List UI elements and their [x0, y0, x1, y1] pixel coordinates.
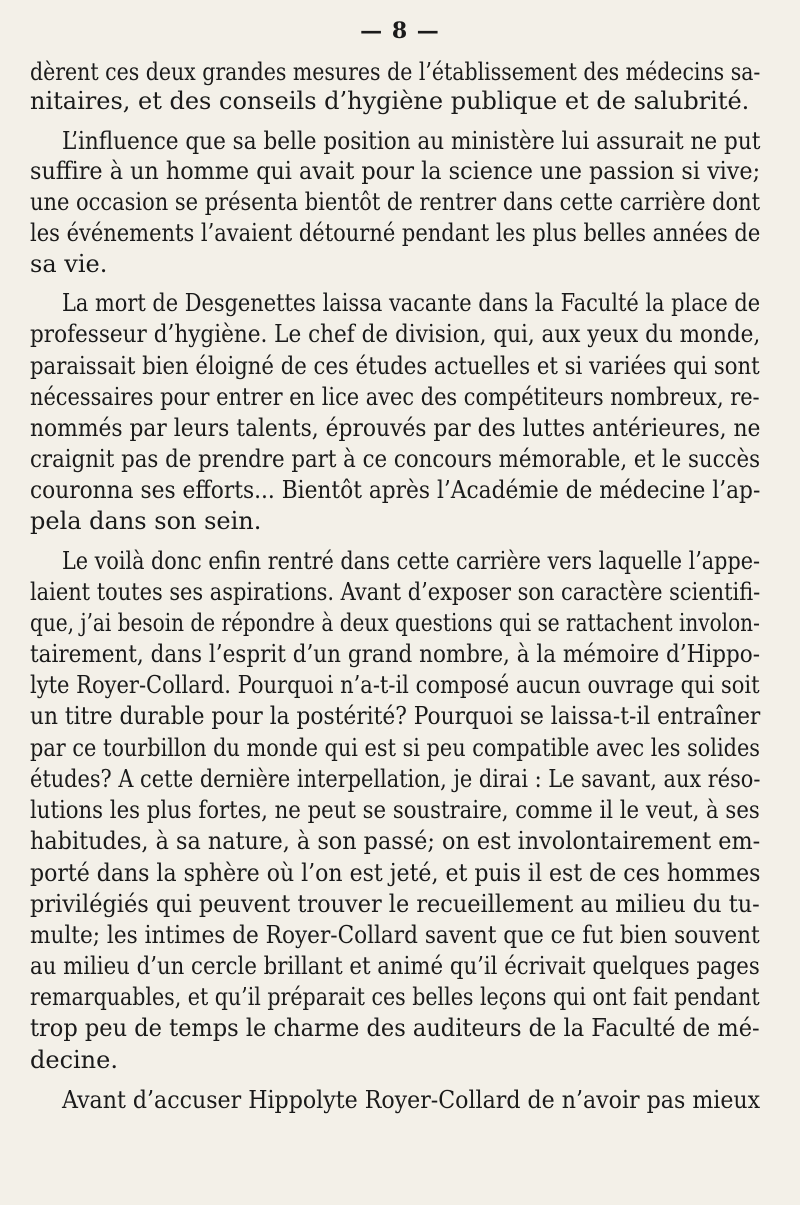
text-line: sa vie. [30, 250, 108, 278]
text-line: laient toutes ses aspirations. Avant d’exposer son caractère scientifi- [30, 578, 761, 606]
text-line: porté dans la sphère où l’on est jeté, et puis il est de ces hommes [30, 859, 761, 887]
page-number: — 8 — [360, 18, 440, 44]
text-line: par ce tourbillon du monde qui est si peu compatible avec les solides [30, 734, 760, 762]
text-line: une occasion se présenta bientôt de rentrer dans cette carrière dont [30, 188, 761, 216]
text-line: decine. [30, 1046, 118, 1074]
text-line: privilégiés qui peuvent trouver le recueillement au milieu du tu- [30, 890, 760, 918]
text-line: nitaires, et des conseils d’hygiène publique et de salubrité. [30, 87, 750, 115]
text-line: nommés par leurs talents, éprouvés par des luttes antérieures, ne [30, 414, 761, 442]
text-line: trop peu de temps le charme des auditeurs de la Faculté de mé- [30, 1014, 760, 1042]
text-line: les événements l’avaient détourné pendant les plus belles années de [30, 219, 761, 247]
text-line: paraissait bien éloigné de ces études actuelles et si variées qui sont [30, 352, 760, 380]
text-line: que, j’ai besoin de répondre à deux questions qui se rattachent involon- [30, 609, 760, 637]
text-line: dèrent ces deux grandes mesures de l’établissement des médecins sa- [30, 58, 761, 86]
text-line: tairement, dans l’esprit d’un grand nombre, à la mémoire d’Hippo- [30, 640, 760, 668]
text-line: pela dans son sein. [30, 507, 262, 535]
text-line: professeur d’hygiène. Le chef de division, qui, aux yeux du monde, [30, 320, 761, 348]
text-line: L’influence que sa belle position au ministère lui assurait ne put [62, 127, 761, 155]
text-line: couronna ses efforts... Bientôt après l’Académie de médecine l’ap- [30, 476, 761, 504]
text-line: Le voilà donc enfin rentré dans cette carrière vers laquelle l’appe- [62, 547, 760, 575]
text-line: lyte Royer-Collard. Pourquoi n’a-t-il composé aucun ouvrage qui soit [30, 671, 760, 699]
text-line: habitudes, à sa nature, à son passé; on est involontairement em- [30, 827, 761, 855]
text-line: au milieu d’un cercle brillant et animé qu’il écrivait quelques pages [30, 952, 760, 980]
text-line: remarquables, et qu’il préparait ces belles leçons qui ont fait pendant [30, 983, 760, 1011]
text-line: multe; les intimes de Royer-Collard savent que ce fut bien souvent [30, 921, 760, 949]
text-line: lutions les plus fortes, ne peut se soustraire, comme il le veut, à ses [30, 796, 760, 824]
text-line: nécessaires pour entrer en lice avec des compétiteurs nombreux, re- [30, 383, 760, 411]
text-line: études? A cette dernière interpellation, je dirai : Le savant, aux réso- [30, 765, 761, 793]
text-line: craignit pas de prendre part à ce concours mémorable, et le succès [30, 445, 760, 473]
text-line: un titre durable pour la postérité? Pourquoi se laissa-t-il entraîner [30, 702, 761, 730]
text-line: suffire à un homme qui avait pour la science une passion si vive; [30, 157, 761, 185]
text-line: La mort de Desgenettes laissa vacante dans la Faculté la place de [62, 289, 761, 317]
text-line: Avant d’accuser Hippolyte Royer-Collard de n’avoir pas mieux [62, 1086, 761, 1114]
